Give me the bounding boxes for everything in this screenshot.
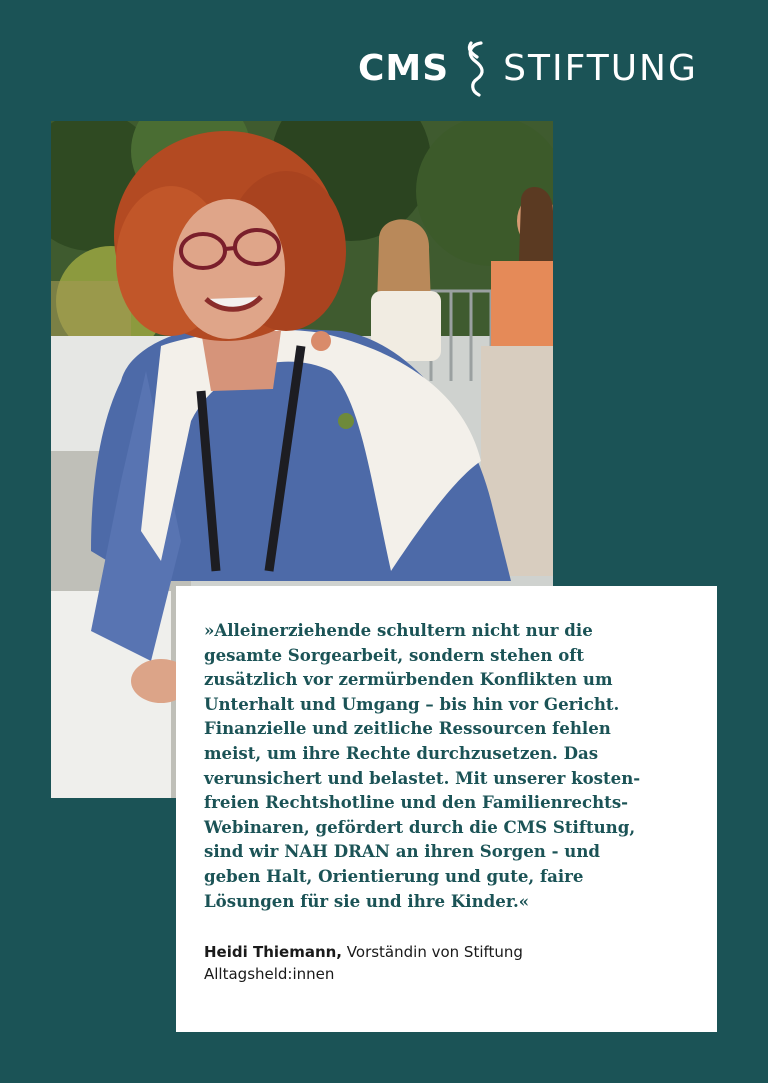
quote-line: zusätzlich vor zermürbenden Konflikten um: [204, 669, 613, 690]
author-organization: Alltagsheld:innen: [204, 965, 335, 984]
author-name: Heidi Thiemann,: [204, 943, 343, 962]
quote-card: [176, 586, 717, 1032]
quote-line: gesamte Sorgearbeit, sondern stehen oft: [204, 644, 585, 665]
quote-text: [204, 618, 689, 913]
quote-line: sind wir NAH DRAN an ihren Sorgen - und: [204, 841, 600, 862]
attribution: [204, 941, 689, 985]
quote-line: Unterhalt und Umgang – bis hin vor Gericht.: [204, 693, 620, 714]
logo-brand: CMS: [358, 48, 450, 89]
author-role: Vorständin von Stiftung: [346, 943, 523, 962]
quote-line: verunsichert und belastet. Mit unserer kosten-: [204, 767, 641, 788]
quote-line: Lösungen für sie und ihre Kinder.«: [204, 890, 530, 911]
quote-line: freien Rechtshotline und den Familienrechts-: [204, 792, 629, 813]
cms-stiftung-logo: [358, 36, 720, 102]
section-sign-icon: [457, 39, 495, 99]
quote-line: meist, um ihre Rechte durchzusetzen. Das: [204, 742, 599, 763]
quote-line: geben Halt, Orientierung und gute, faire: [204, 865, 584, 886]
quote-line: Webinaren, gefördert durch die CMS Stiftung,: [204, 816, 636, 837]
logo-wordmark: STIFTUNG: [503, 48, 698, 89]
quote-line: »Alleinerziehende schultern nicht nur die: [204, 620, 593, 640]
quote-line: Finanzielle und zeitliche Ressourcen fehlen: [204, 718, 611, 739]
